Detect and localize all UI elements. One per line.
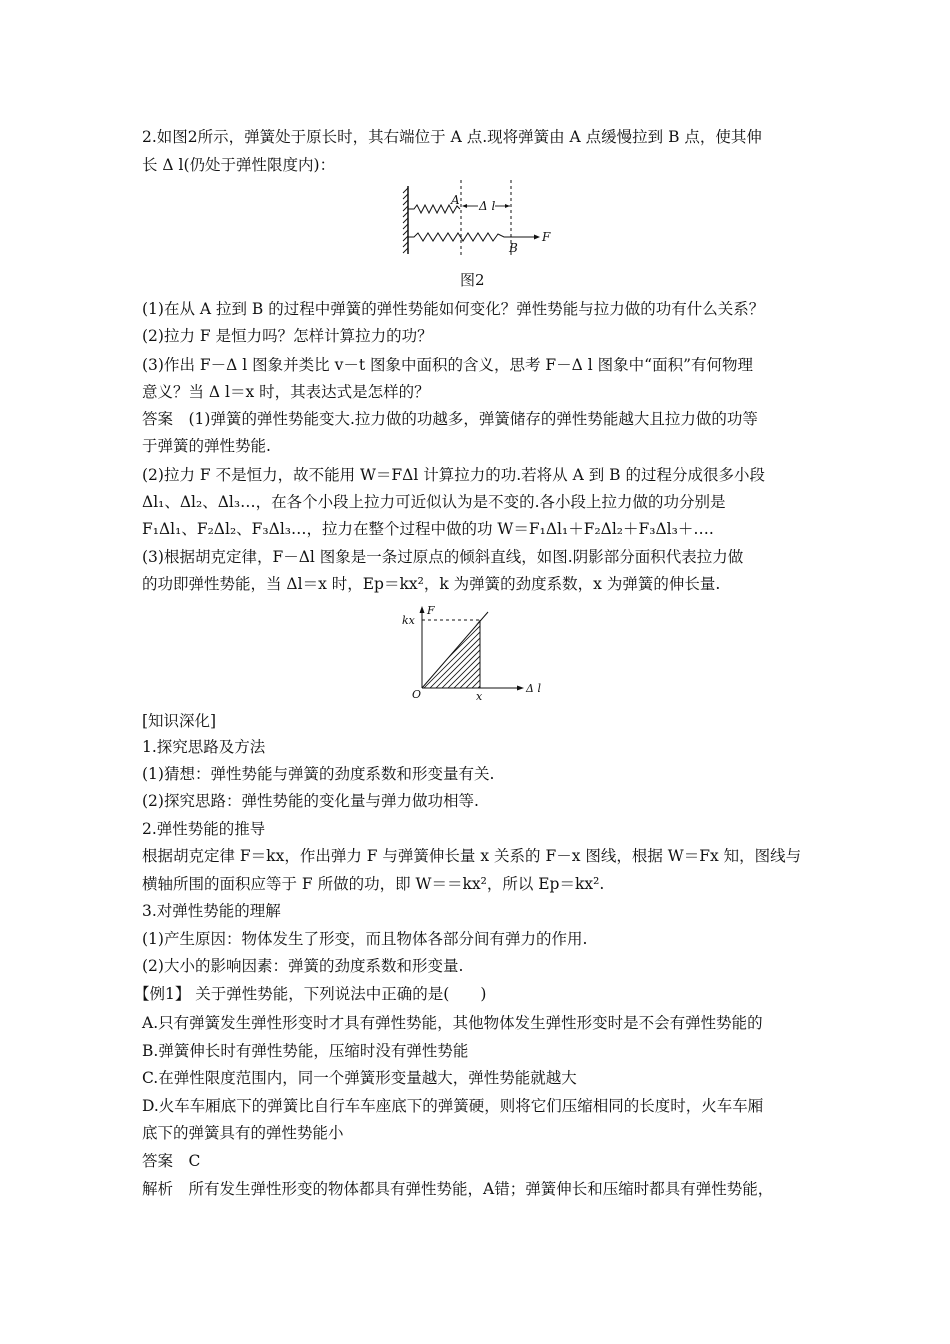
dl-arrowhead-right <box>505 204 510 208</box>
question-3-line-2: 意义？当 Δ l＝x 时，其表达式是怎样的？ <box>142 383 430 401</box>
section-2-line-2: 横轴所围的面积应等于 F 所做的功，即 W＝＝kx²，所以 Ep＝kx². <box>142 875 605 893</box>
dl-arrowhead-left <box>462 204 467 208</box>
option-B: B.弹簧伸长时有弹性势能，压缩时没有弹性势能 <box>142 1042 469 1060</box>
answer-3-line-2: 的功即弹性势能，当 Δl＝x 时，Ep＝kx²，k 为弹簧的劲度系数，x 为弹簧的伸长量. <box>142 575 721 593</box>
answer-2-line-3: F₁Δl₁、F₂Δl₂、F₃Δl₃…，拉力在整个过程中做的功 W＝F₁Δl₁＋F₂Δl₂＋F₃Δl₃＋…. <box>142 520 714 538</box>
graph-kx-label: kx <box>402 614 415 627</box>
answer-3-line-1: (3)根据胡克定律，F－Δl 图象是一条过原点的倾斜直线，如图.阴影部分面积代表拉力做 <box>142 548 744 566</box>
problem-line-1: 2.如图2所示，弹簧处于原长时，其右端位于 A 点.现将弹簧由 A 点缓慢拉到 B 点，使其伸 <box>142 128 762 146</box>
section-3-item-1: (1)产生原因：物体发生了形变，而且物体各部分间有弹力的作用. <box>142 930 588 948</box>
answer-1-line-1: 答案 (1)弹簧的弹性势能变大.拉力做的功越多，弹簧储存的弹性势能越大且拉力做的功等 <box>142 410 758 428</box>
graph-x-label: x <box>476 690 483 702</box>
dl-axis-arrowhead <box>517 686 524 691</box>
example-question: 【例1】 关于弹性势能，下列说法中正确的是( ) <box>134 985 487 1003</box>
section-2-heading: 2.弹性势能的推导 <box>142 820 266 838</box>
force-F-label: F <box>542 230 551 244</box>
option-D-line-2: 底下的弹簧具有的弹性势能小 <box>142 1124 344 1142</box>
figure-caption: 图2 <box>460 271 485 289</box>
spring-stretched <box>408 233 510 241</box>
knowledge-heading: [知识深化] <box>142 712 217 730</box>
dl-label: Δ l <box>479 199 496 213</box>
graph-F-label: F <box>427 604 435 617</box>
option-A: A.只有弹簧发生弹性形变时才具有弹性势能，其他物体发生弹性形变时是不会有弹性势能的 <box>142 1014 763 1032</box>
option-D-line-1: D.火车车厢底下的弹簧比自行车车座底下的弹簧硬，则将它们压缩相同的长度时，火车车厢 <box>142 1097 764 1115</box>
graph-origin-label: O <box>412 688 422 701</box>
section-2-line-1: 根据胡克定律 F＝kx，作出弹力 F 与弹簧伸长量 x 关系的 F－x 图线，根据 W＝Fx 知，图线与 <box>142 847 802 865</box>
example-answer: 答案 C <box>142 1152 201 1170</box>
answer-2-line-1: (2)拉力 F 不是恒力，故不能用 W＝FΔl 计算拉力的功.若将从 A 到 B 的过程分成很多小段 <box>142 466 765 484</box>
answer-2-line-2: Δl₁、Δl₂、Δl₃…，在各个小段上拉力可近似认为是不变的.各小段上拉力做的功分别是 <box>142 493 726 511</box>
example-explanation: 解析 所有发生弹性形变的物体都具有弹性势能，A错；弹簧伸长和压缩时都具有弹性势能， <box>142 1180 774 1198</box>
question-2: (2)拉力 F 是恒力吗？怎样计算拉力的功？ <box>142 327 433 345</box>
problem-line-2: 长 Δ l(仍处于弹性限度内)： <box>142 156 336 174</box>
section-3-heading: 3.对弹性势能的理解 <box>142 902 281 920</box>
spring-figure <box>400 176 560 260</box>
option-C: C.在弹性限度范围内，同一个弹簧形变量越大，弹性势能就越大 <box>142 1069 577 1087</box>
point-A-label: A <box>451 193 460 207</box>
point-B-label: B <box>509 241 518 255</box>
question-3-line-1: (3)作出 F－Δ l 图象并类比 v－t 图象中面积的含义，思考 F－Δ l 图象中“面积”有何物理 <box>142 356 754 374</box>
question-1: (1)在从 A 拉到 B 的过程中弹簧的弹性势能如何变化？弹性势能与拉力做的功有什么关系？ <box>142 300 765 318</box>
answer-1-line-2: 于弹簧的弹性势能. <box>142 437 271 455</box>
section-3-item-2: (2)大小的影响因素：弹簧的劲度系数和形变量. <box>142 957 464 975</box>
graph-dl-label: Δ l <box>526 682 541 695</box>
section-1-item-2: (2)探究思路：弹性势能的变化量与弹力做功相等. <box>142 792 479 810</box>
force-arrowhead <box>534 235 540 240</box>
f-dl-graph <box>400 602 550 702</box>
f-axis-arrowhead <box>420 606 425 613</box>
section-1-heading: 1.探究思路及方法 <box>142 738 266 756</box>
section-1-item-1: (1)猜想：弹性势能与弹簧的劲度系数和形变量有关. <box>142 765 495 783</box>
hooke-line <box>422 612 488 688</box>
